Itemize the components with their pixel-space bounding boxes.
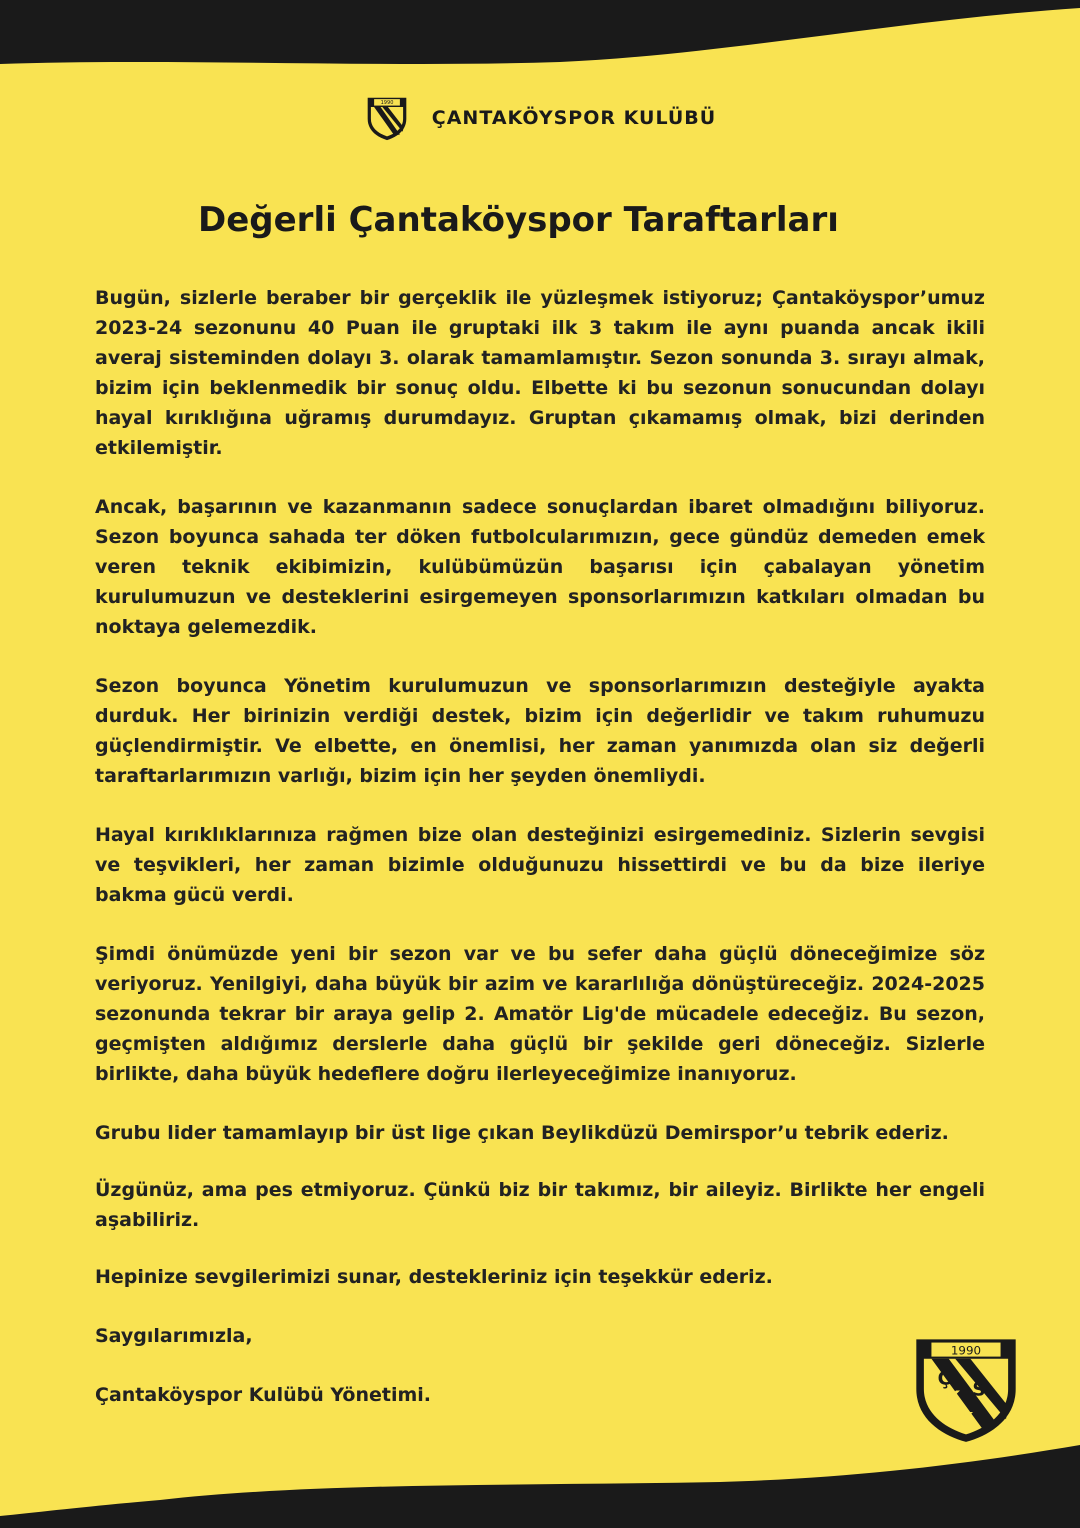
club-crest-emblem — [912, 1335, 1020, 1443]
crest-letter-2: K — [945, 1388, 961, 1410]
paragraph-1: Bugün, sizlerle beraber bir gerçeklik ile yüzleşmek istiyoruz; Çantaköyspor’umuz 2023-24 sezonunu 40 Puan ile gruptaki ilk 3 takım ile aynı puanda ancak ikili averaj sisteminden dolayı 3. olarak tamamlamıştır. Sezon sonunda 3. sırayı almak, bizim için beklenmedik bir sonuç oldu. Elbette ki bu sezonun sonucundan dolayı hayal kırıklığına uğramış durumdayız. Gruptan çıkamamış olmak, bizi derinden etkilemiştir. — [95, 287, 985, 459]
paragraph-7: Üzgünüz, ama pes etmiyoruz. Çünkü biz bir takımız, bir aileyiz. Birlikte her engeli aşabiliriz. — [95, 1179, 985, 1231]
header — [0, 95, 1080, 141]
club-crest-logo — [364, 95, 410, 141]
paragraph-8: Hepinize sevgilerimizi sunar, destekleriniz için teşekkür ederiz. — [95, 1266, 773, 1288]
signature-line: Çantaköyspor Kulübü Yönetimi. — [95, 1384, 432, 1406]
closing-salutation: Saygılarımızla, — [95, 1325, 253, 1347]
letter-body — [95, 283, 985, 1439]
paragraph-3: Sezon boyunca Yönetim kurulumuzun ve sponsorlarımızın desteğiyle ayakta durduk. Her birinizin verdiği destek, bizim için değerlidir ve takım ruhumuzu güçlendirmiştir. Ve elbette, en önemlisi, her zaman yanımızda olan siz değerli taraftarlarımızın varlığı, bizim için her şeyden önemliydi. — [95, 675, 985, 787]
crest-letter-3: S — [972, 1379, 986, 1401]
crest-year: 1990 — [380, 100, 394, 107]
paragraph-5: Şimdi önümüzde yeni bir sezon var ve bu sefer daha güçlü döneceğimize söz veriyoruz. Yenilgiyi, daha büyük bir azim ve kararlılığa dönüştüreceğiz. 2024-2025 sezonunda tekrar bir araya gelip 2. Amatör Lig'de mücadele edeceğiz. Bu sezon, geçmişten aldığımız derslerle daha güçlü bir şekilde geri döneceğiz. Sizlerle birlikte, daha büyük hedeflere doğru ilerleyeceğimize inanıyoruz. — [95, 943, 985, 1085]
club-name: ÇANTAKÖYSPOR KULÜBÜ — [431, 107, 717, 129]
paragraph-6: Grubu lider tamamlayıp bir üst lige çıkan Beylikdüzü Demirspor’u tebrik ederiz. — [95, 1122, 949, 1144]
paragraph-4: Hayal kırıklıklarınıza rağmen bize olan desteğinizi esirgemediniz. Sizlerin sevgisi ve teşvikleri, her zaman bizimle olduğunuzu hissettirdi ve bu da bize ileriye bakma gücü verdi. — [95, 824, 985, 906]
page-title: Değerli Çantaköyspor Taraftarları — [198, 200, 839, 240]
crest-letter-4: K — [958, 1409, 974, 1431]
paragraph-2: Ancak, başarının ve kazanmanın sadece sonuçlardan ibaret olmadığını biliyoruz. Sezon boyunca sahada ter döken futbolcularımızın, gece gündüz demeden emek veren teknik ekibimizin, kulübümüzün başarısı için çabalayan yönetim kurulumuzun ve desteklerini esirgemeyen sponsorlarımızın katkıları olmadan bu noktaya gelemezdik. — [95, 496, 985, 638]
crest-year-large: 1990 — [950, 1343, 982, 1358]
crest-letter-1: Ç — [937, 1368, 952, 1390]
